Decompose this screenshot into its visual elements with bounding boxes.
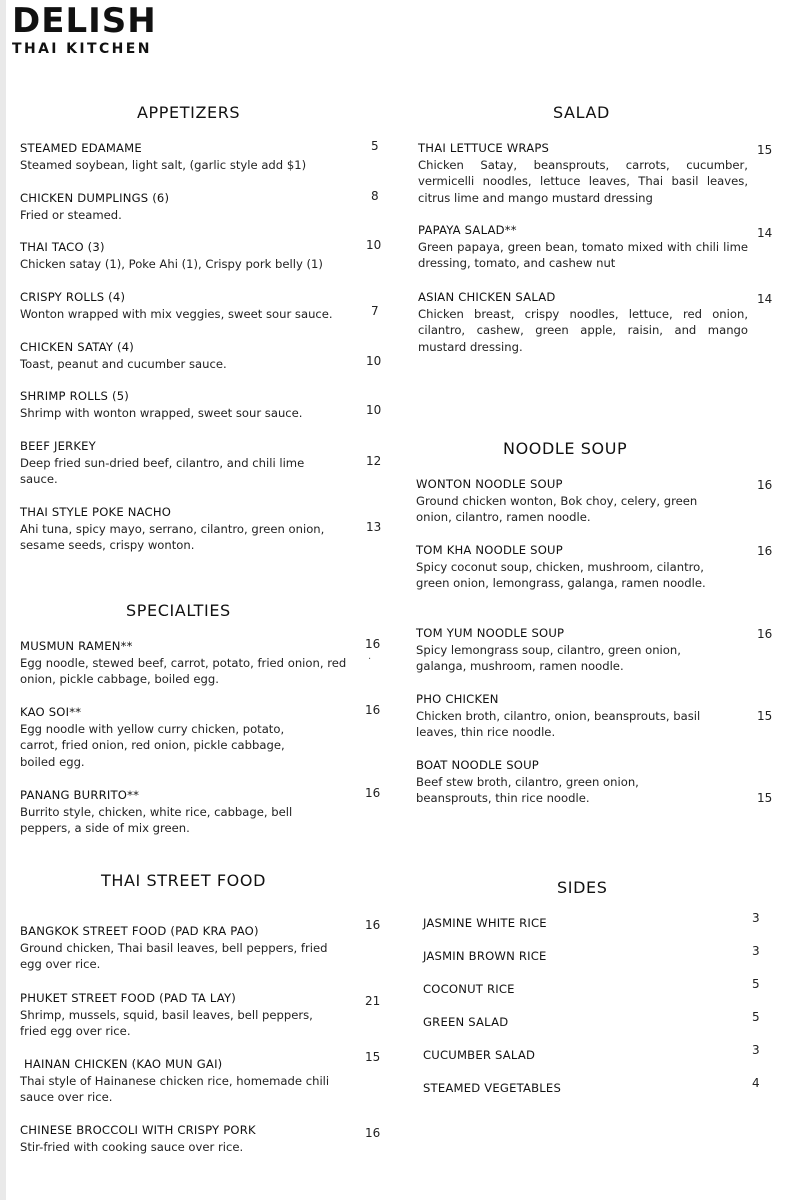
item-name: CHICKEN SATAY (4): [20, 340, 135, 354]
item-description: Beef stew broth, cilantro, green onion, beansprouts, thin rice noodle.: [416, 774, 639, 806]
item-price: 16: [365, 703, 381, 717]
item-price: 15: [757, 791, 773, 805]
item-description: Ground chicken, Thai basil leaves, bell peppers, fried egg over rice.: [20, 940, 328, 972]
item-description: Spicy coconut soup, chicken, mushroom, cilantro, green onion, lemongrass, galanga, ramen noodle.: [416, 559, 706, 591]
item-name: HAINAN CHICKEN (KAO MUN GAI): [24, 1057, 223, 1071]
menu-item: [20, 990, 340, 1040]
item-price: 16: [365, 1126, 381, 1140]
specialties-title: SPECIALTIES: [126, 601, 231, 620]
item-description: Chicken broth, cilantro, onion, beansprouts, basil leaves, thin rice noodle.: [416, 708, 701, 740]
menu-item: [418, 222, 748, 272]
item-description: Chicken satay (1), Poke Ahi (1), Crispy pork belly (1): [20, 256, 323, 271]
item-description: Steamed soybean, light salt, (garlic style add $1): [20, 157, 307, 172]
item-description: Toast, peanut and cucumber sauce.: [20, 356, 227, 371]
item-price: 15: [757, 143, 773, 157]
item-price: 16: [365, 918, 381, 932]
side-item-price: 5: [752, 1010, 760, 1024]
item-name: CRISPY ROLLS (4): [20, 290, 126, 304]
side-item-price: 3: [752, 1043, 760, 1057]
item-name: TOM KHA NOODLE SOUP: [416, 543, 563, 557]
menu-item: [20, 638, 355, 688]
menu-item: [20, 140, 360, 173]
item-description: Shrimp with wonton wrapped, sweet sour sauce.: [20, 405, 303, 420]
item-description: Thai style of Hainanese chicken rice, homemade chili sauce over rice.: [20, 1073, 330, 1105]
menu-item: [20, 190, 360, 223]
sides-title: SIDES: [557, 878, 608, 897]
item-name: TOM YUM NOODLE SOUP: [416, 626, 565, 640]
item-price: 8: [371, 189, 379, 203]
item-name: SHRIMP ROLLS (5): [20, 389, 129, 403]
brand-logo: [12, 2, 172, 58]
item-description: Egg noodle, stewed beef, carrot, potato, fried onion, red onion, pickle cabbage, boiled egg.: [20, 655, 347, 687]
brand-subtitle: THAI KITCHEN: [12, 41, 152, 57]
page-edge: [0, 0, 6, 1200]
item-price: 13: [366, 520, 382, 534]
item-price: 10: [366, 238, 382, 252]
item-description: Stir-fried with cooking sauce over rice.: [20, 1139, 244, 1154]
menu-item: [416, 625, 716, 675]
item-description: Shrimp, mussels, squid, basil leaves, bell peppers, fried egg over rice.: [20, 1007, 313, 1039]
item-price: 7: [371, 304, 379, 318]
menu-item: [416, 542, 706, 592]
menu-item: [416, 757, 706, 807]
item-price: 14: [757, 292, 773, 306]
street-food-title: THAI STREET FOOD: [101, 871, 266, 890]
item-description: Ground chicken wonton, Bok choy, celery, green onion, cilantro, ramen noodle.: [416, 493, 698, 525]
side-item-price: 3: [752, 944, 760, 958]
side-item-name: STEAMED VEGETABLES: [423, 1081, 562, 1095]
side-item-price: 4: [752, 1076, 760, 1090]
item-name: MUSMUN RAMEN**: [20, 639, 133, 653]
menu-item: [20, 787, 320, 837]
side-item-name: JASMINE WHITE RICE: [423, 916, 547, 930]
item-price: 5: [371, 139, 379, 153]
menu-item: [20, 1056, 330, 1106]
menu-item: [20, 504, 350, 554]
item-price: 15: [757, 709, 773, 723]
appetizers-title: APPETIZERS: [137, 103, 241, 122]
item-name: THAI LETTUCE WRAPS: [418, 141, 550, 155]
item-description: Ahi tuna, spicy mayo, serrano, cilantro, green onion, sesame seeds, crispy wonton.: [20, 521, 325, 553]
item-price: 12: [366, 454, 382, 468]
item-price: 16: [757, 478, 773, 492]
side-item-price: 3: [752, 911, 760, 925]
menu-item: [20, 289, 365, 322]
side-item-name: CUCUMBER SALAD: [423, 1048, 536, 1062]
menu-item: [20, 339, 360, 372]
menu-item: [418, 140, 748, 206]
menu-item: [20, 388, 360, 421]
menu-item: [20, 923, 350, 973]
item-price: 21: [365, 994, 381, 1008]
menu-item: [20, 239, 365, 272]
item-description: Chicken Satay, beansprouts, carrots, cucumber, vermicelli noodles, lettuce leaves, Thai basil leaves, citrus lime and mango mustard dressing: [418, 157, 748, 205]
menu-item: [416, 691, 726, 741]
menu-item: [418, 289, 748, 355]
item-price: 16: [365, 637, 381, 651]
item-price: 15: [365, 1050, 381, 1064]
brand-name: DELISH: [12, 1, 157, 41]
noodle-soup-title: NOODLE SOUP: [503, 439, 628, 458]
stray-mark: ·: [368, 654, 372, 665]
item-price: 16: [757, 627, 773, 641]
menu-item: [20, 1122, 350, 1155]
item-name: PHUKET STREET FOOD (PAD TA LAY): [20, 991, 237, 1005]
item-description: Fried or steamed.: [20, 207, 122, 222]
item-name: ASIAN CHICKEN SALAD: [418, 290, 556, 304]
item-name: KAO SOI**: [20, 705, 82, 719]
item-name: PHO CHICKEN: [416, 692, 499, 706]
side-item-name: JASMIN BROWN RICE: [423, 949, 547, 963]
item-name: BANGKOK STREET FOOD (PAD KRA PAO): [20, 924, 259, 938]
item-price: 16: [365, 786, 381, 800]
item-description: Deep fried sun-dried beef, cilantro, and chili lime sauce.: [20, 455, 305, 487]
item-name: PANANG BURRITO**: [20, 788, 140, 802]
menu-item: [416, 476, 726, 526]
menu-item: [20, 704, 320, 770]
item-name: CHICKEN DUMPLINGS (6): [20, 191, 170, 205]
salad-title: SALAD: [553, 103, 610, 122]
item-name: CHINESE BROCCOLI WITH CRISPY PORK: [20, 1123, 256, 1137]
side-item-name: GREEN SALAD: [423, 1015, 509, 1029]
item-price: 10: [366, 403, 382, 417]
menu-item: [20, 438, 335, 488]
item-name: BEEF JERKEY: [20, 439, 96, 453]
item-price: 14: [757, 226, 773, 240]
item-name: PAPAYA SALAD**: [418, 223, 517, 237]
item-price: 10: [366, 354, 382, 368]
side-item-price: 5: [752, 977, 760, 991]
item-name: THAI STYLE POKE NACHO: [20, 505, 172, 519]
item-price: 16: [757, 544, 773, 558]
item-name: STEAMED EDAMAME: [20, 141, 142, 155]
side-item-name: COCONUT RICE: [423, 982, 515, 996]
item-description: Chicken breast, crispy noodles, lettuce, red onion, cilantro, cashew, green apple, raisin, and mango mustard dressing.: [418, 306, 748, 354]
item-description: Green papaya, green bean, tomato mixed with chili lime dressing, tomato, and cashew nut: [418, 239, 748, 271]
item-description: Spicy lemongrass soup, cilantro, green onion, galanga, mushroom, ramen noodle.: [416, 642, 681, 674]
item-description: Egg noodle with yellow curry chicken, potato, carrot, fried onion, red onion, pickle cabbage, boiled egg.: [20, 721, 285, 769]
item-description: Wonton wrapped with mix veggies, sweet sour sauce.: [20, 306, 333, 321]
item-name: THAI TACO (3): [20, 240, 105, 254]
item-description: Burrito style, chicken, white rice, cabbage, bell peppers, a side of mix green.: [20, 804, 293, 836]
item-name: BOAT NOODLE SOUP: [416, 758, 539, 772]
item-name: WONTON NOODLE SOUP: [416, 477, 563, 491]
